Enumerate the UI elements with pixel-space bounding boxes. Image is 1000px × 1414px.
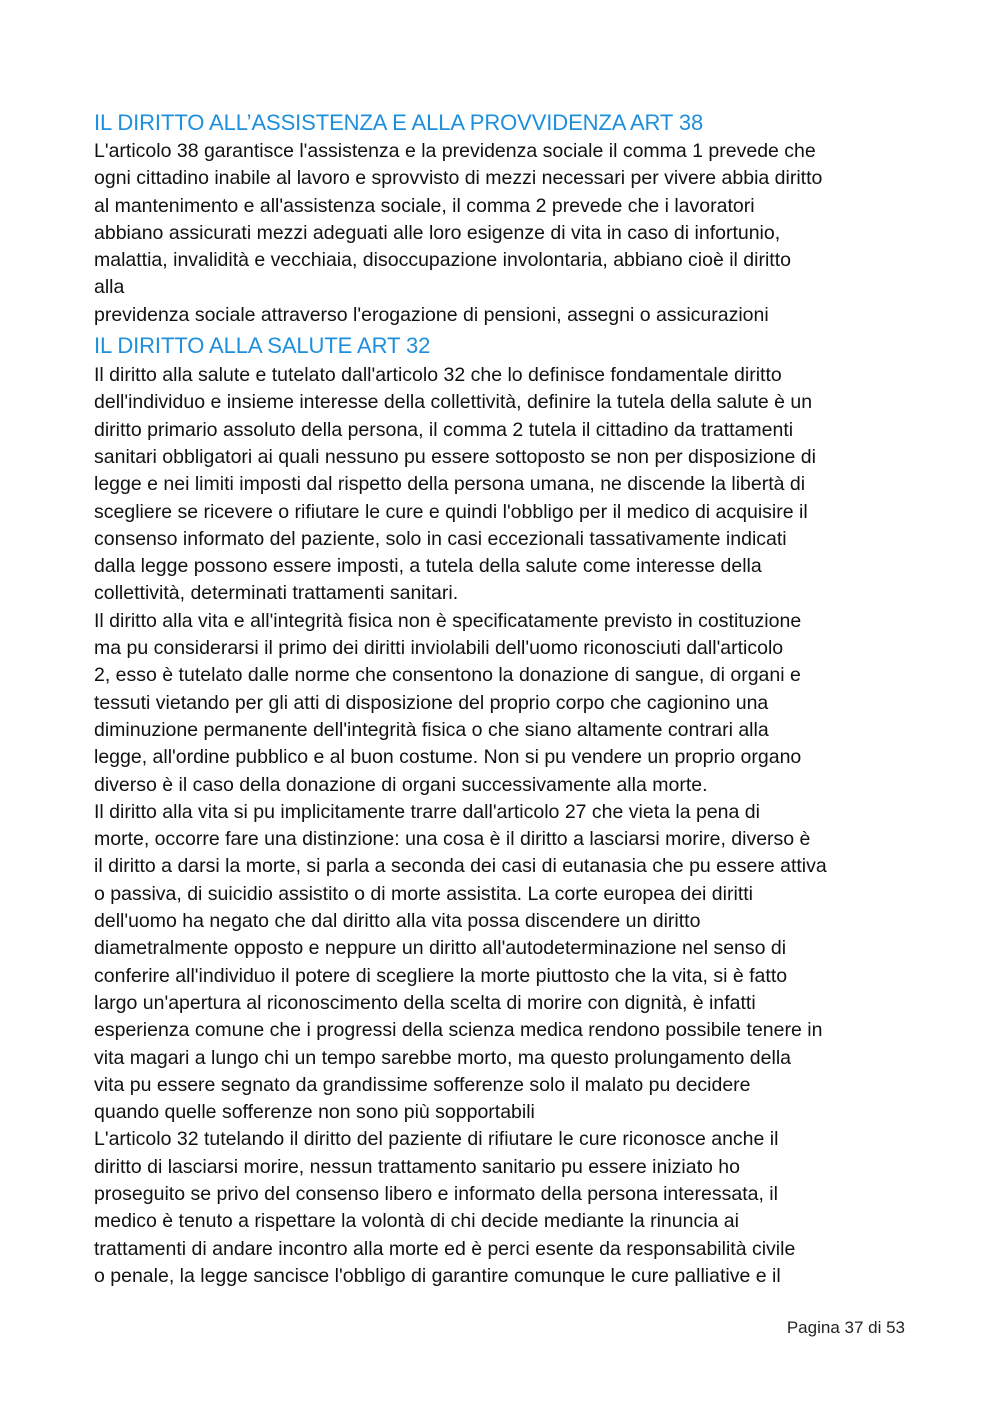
- text-line: collettività, determinati trattamenti sanitari.: [94, 582, 459, 605]
- text-line: previdenza sociale attraverso l'erogazione di pensioni, assegni o assicurazioni: [94, 303, 769, 326]
- section-heading-assistenza: IL DIRITTO ALL’ASSISTENZA E ALLA PROVVIDENZA ART 38: [94, 110, 704, 135]
- text-line: vita pu essere segnato da grandissime sofferenze solo il malato pu decidere: [94, 1073, 751, 1096]
- text-line: medico è tenuto a rispettare la volontà di chi decide mediante la rinuncia ai: [94, 1210, 739, 1233]
- section-body-salute: [94, 362, 924, 1290]
- text-line: 2, esso è tutelato dalle norme che consentono la donazione di sangue, di organi e: [94, 664, 801, 687]
- text-line: diritto di lasciarsi morire, nessun trattamento sanitario pu essere iniziato ho: [94, 1155, 740, 1178]
- text-line: morte, occorre fare una distinzione: una cosa è il diritto a lasciarsi morire, diverso è: [94, 828, 811, 851]
- text-line: L'articolo 32 tutelando il diritto del paziente di rifiutare le cure riconosce anche il: [94, 1128, 779, 1151]
- text-line: diritto primario assoluto della persona, il comma 2 tutela il cittadino da trattamenti: [94, 418, 794, 441]
- text-line: diminuzione permanente dell'integrità fisica o che siano altamente contrari alla: [94, 718, 769, 741]
- page-content: [94, 108, 924, 1290]
- text-line: dell'individuo e insieme interesse della collettività, definire la tutela della salute è un: [94, 391, 813, 414]
- text-line: sanitari obbligatori ai quali nessuno pu essere sottoposto se non per disposizione di: [94, 445, 816, 468]
- text-line: proseguito se privo del consenso libero e informato della persona interessata, il: [94, 1182, 778, 1205]
- text-line: malattia, invalidità e vecchiaia, disoccupazione involontaria, abbiano cioè il diritto: [94, 249, 791, 272]
- text-line: consenso informato del paziente, solo in casi eccezionali tassativamente indicati: [94, 527, 787, 550]
- page-number: Pagina 37 di 53: [786, 1318, 905, 1337]
- text-line: al mantenimento e all'assistenza sociale, il comma 2 prevede che i lavoratori: [94, 194, 755, 217]
- text-line: Il diritto alla vita e all'integrità fisica non è specificatamente previsto in costituzione: [94, 609, 802, 632]
- section-body-assistenza: [94, 138, 924, 329]
- text-line: conferire all'individuo il potere di scegliere la morte piuttosto che la vita, si è fatto: [94, 964, 788, 987]
- text-line: esperienza comune che i progressi della scienza medica rendono possibile tenere in: [94, 1019, 823, 1042]
- section-heading-salute: IL DIRITTO ALLA SALUTE ART 32: [94, 333, 431, 359]
- text-line: dell'uomo ha negato che dal diritto alla vita possa discendere un diritto: [94, 910, 701, 933]
- text-line: alla: [94, 276, 125, 299]
- text-line: ma pu considerarsi il primo dei diritti inviolabili dell'uomo riconosciuti dall'articolo: [94, 637, 784, 660]
- text-line: dalla legge possono essere imposti, a tutela della salute come interesse della: [94, 555, 762, 578]
- text-line: il diritto a darsi la morte, si parla a seconda dei casi di eutanasia che pu essere attiva: [94, 855, 827, 878]
- text-line: abbiano assicurati mezzi adeguati alle loro esigenze di vita in caso di infortunio,: [94, 221, 781, 244]
- text-line: vita magari a lungo chi un tempo sarebbe morto, ma questo prolungamento della: [94, 1046, 791, 1069]
- text-line: legge, all'ordine pubblico e al buon costume. Non si pu vendere un proprio organo: [94, 746, 802, 769]
- text-line: tessuti vietando per gli atti di disposizione del proprio corpo che cagionino una: [94, 691, 769, 714]
- text-line: legge e nei limiti imposti dal rispetto della persona umana, ne discende la libertà di: [94, 473, 806, 496]
- text-line: ogni cittadino inabile al lavoro e sprovvisto di mezzi necessari per vivere abbia diritto: [94, 167, 823, 190]
- text-line: trattamenti di andare incontro alla morte ed è perci esente da responsabilità civile: [94, 1237, 796, 1260]
- text-line: o passiva, di suicidio assistito o di morte assistita. La corte europea dei diritti: [94, 882, 753, 905]
- text-line: largo un'apertura al riconoscimento della scelta di morire con dignità, è infatti: [94, 991, 756, 1014]
- text-line: L'articolo 38 garantisce l'assistenza e la previdenza sociale il comma 1 prevede che: [94, 140, 816, 162]
- text-line: diametralmente opposto e neppure un diritto all'autodeterminazione nel senso di: [94, 937, 787, 960]
- text-line: quando quelle sofferenze non sono più sopportabili: [94, 1101, 535, 1124]
- text-line: scegliere se ricevere o rifiutare le cure e quindi l'obbligo per il medico di acquisire il: [94, 500, 808, 523]
- text-line: Il diritto alla salute e tutelato dall'articolo 32 che lo definisce fondamentale diritto: [94, 364, 782, 387]
- text-line: Il diritto alla vita si pu implicitamente trarre dall'articolo 27 che vieta la pena di: [94, 800, 760, 823]
- text-line: diverso è il caso della donazione di organi successivamente alla morte.: [94, 773, 708, 796]
- text-line: o penale, la legge sancisce l'obbligo di garantire comunque le cure palliative e il: [94, 1264, 781, 1287]
